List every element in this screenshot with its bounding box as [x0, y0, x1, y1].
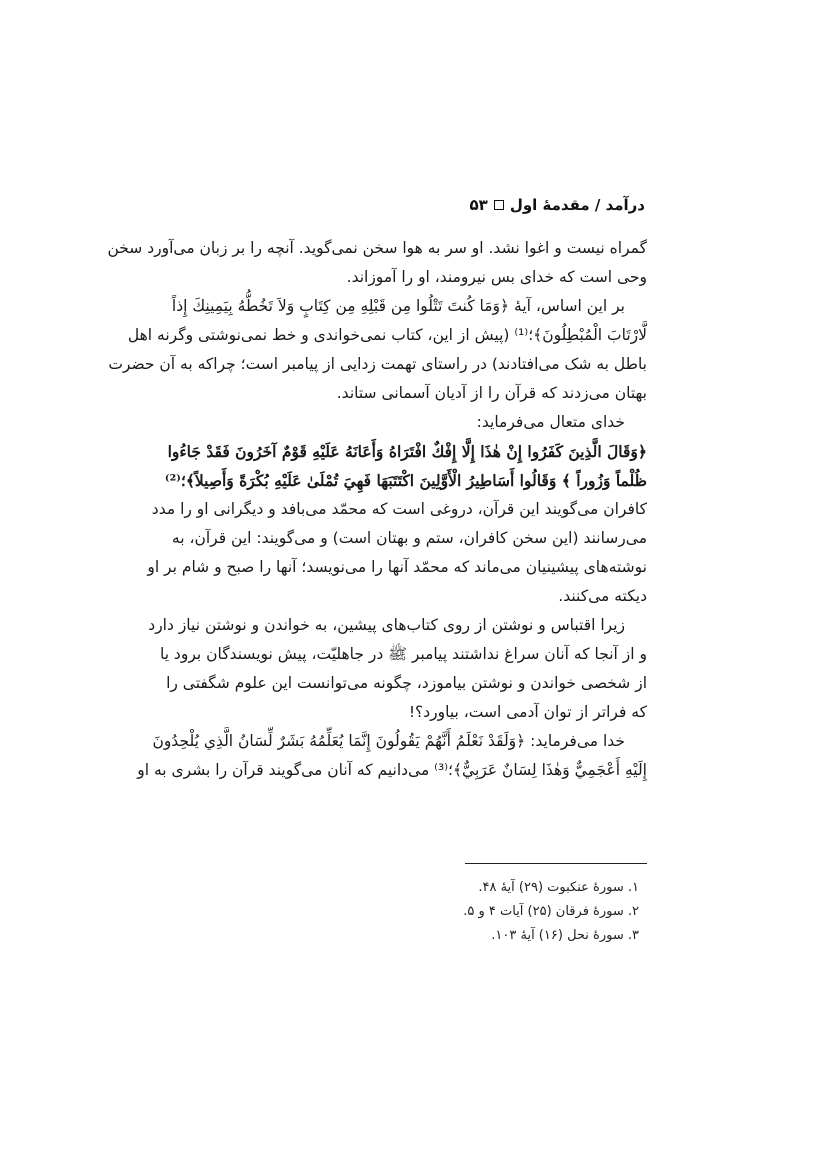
text-line: خدای متعال می‌فرماید: [476, 413, 625, 431]
text-line: گمراه نیست و اغوا نشد. او سر به هوا سخن نمی‌گوید. آنچه را بر زبان می‌آورد سخن [107, 239, 647, 257]
square-ornament-icon [494, 200, 504, 210]
text-line: باطل به شک می‌افتادند) در راستای تهمت زدایی از پیامبر است؛ چراکه به آن حضرت [108, 355, 647, 373]
page-header [180, 193, 645, 217]
text-line: که فراتر از توان آدمی است، بیاورد؟! [408, 703, 647, 721]
text-line: بهتان می‌زدند که قرآن را از آدیان آسمانی ستاند. [336, 384, 647, 402]
text-line: بر این اساس، آیهٔ ﴿وَمَا كُنتَ تَتْلُوا مِن قَبْلِهِ مِن كِتَابٍ وَلاَ تَخُطُّهُ بِيَمِينِكَ إِذاً [171, 297, 625, 315]
quran-verse-line: ﴿وَقَالَ الَّذِينَ كَفَرُوا إِنْ هٰذَا إِلَّا إِفْكٌ افْتَرَاهُ وَأَعَانَهُ عَلَيْهِ قَوْمٌ آخَرُونَ فَقَدْ جَاءُوا [167, 442, 647, 461]
text-line: زیرا اقتباس و نوشتن از روی کتاب‌های پیشین، به خواندن و نوشتن نیاز دارد [148, 616, 625, 634]
footnote-item: ۱. سورهٔ عنکبوت (۲۹) آیهٔ ۴۸. [478, 880, 639, 895]
text-line: إِلَيْهِ أَعْجَمِيٌّ وَهٰذَا لِسَانٌ عَرَبِيٌّ﴾؛⁽³⁾ می‌دانیم که آنان می‌گویند قرآن را بشری به او [137, 761, 647, 779]
footnote-item: ۲. سورهٔ فرقان (۲۵) آیات ۴ و ۵. [463, 904, 639, 919]
text-line: از شخصی خواندن و نوشتن بیاموزد، چگونه می‌توانست این علوم شگفتی را [166, 674, 647, 692]
footnote-item: ۳. سورهٔ نحل (۱۶) آیهٔ ۱۰۳. [491, 928, 639, 943]
footnotes [180, 876, 645, 948]
text-line: می‌رسانند (این سخن کافران، ستم و بهتان است) و می‌گویند: این قرآن، به [171, 529, 647, 547]
text-line: و از آنجا که آنان سراغ نداشتند پیامبر ﷺ در جاهلیّت، پیش نویسندگان برود یا [159, 645, 647, 663]
text-line: وحی است که خدای بس نیرومند، او را آموزاند. [346, 268, 647, 286]
footnote-divider [465, 863, 647, 864]
text-line: نوشته‌های پیشینیان می‌ماند که محمّد آنها را می‌نویسد؛ آنها را صبح و شام بر او [147, 558, 647, 576]
running-title: درآمد / مقدمهٔ اول [509, 196, 645, 214]
text-line: کافران می‌گویند این قرآن، دروغی است که محمّد می‌بافد و دیگرانی او را مدد [151, 500, 647, 518]
quran-verse-line: ظُلْماً وَزُوراً ﴾ وَقَالُوا أَسَاطِيرُ الْأَوَّلِينَ اكْتَتَبَهَا فَهِيَ تُمْلَىٰ عَلَيْهِ بُكْرَةً وَأَصِيلاً﴾؛⁽²⁾ [164, 471, 647, 490]
page-number: ۵۳ [469, 196, 488, 214]
text-line: دیکته می‌کنند. [558, 587, 647, 605]
text-line: لَّارْتَابَ الْمُبْطِلُونَ﴾؛⁽¹⁾ (پیش از این، کتاب نمی‌خواندی و خط نمی‌نوشتی وگرنه اهل [127, 326, 647, 344]
text-line: خدا می‌فرماید: ﴿وَلَقَدْ نَعْلَمُ أَنَّهُمْ يَقُولُونَ إِنَّمَا يُعَلِّمُهُ بَشَرٌ لِّسَانُ الَّذِي يُلْحِدُونَ [152, 732, 625, 750]
main-text [107, 234, 647, 785]
